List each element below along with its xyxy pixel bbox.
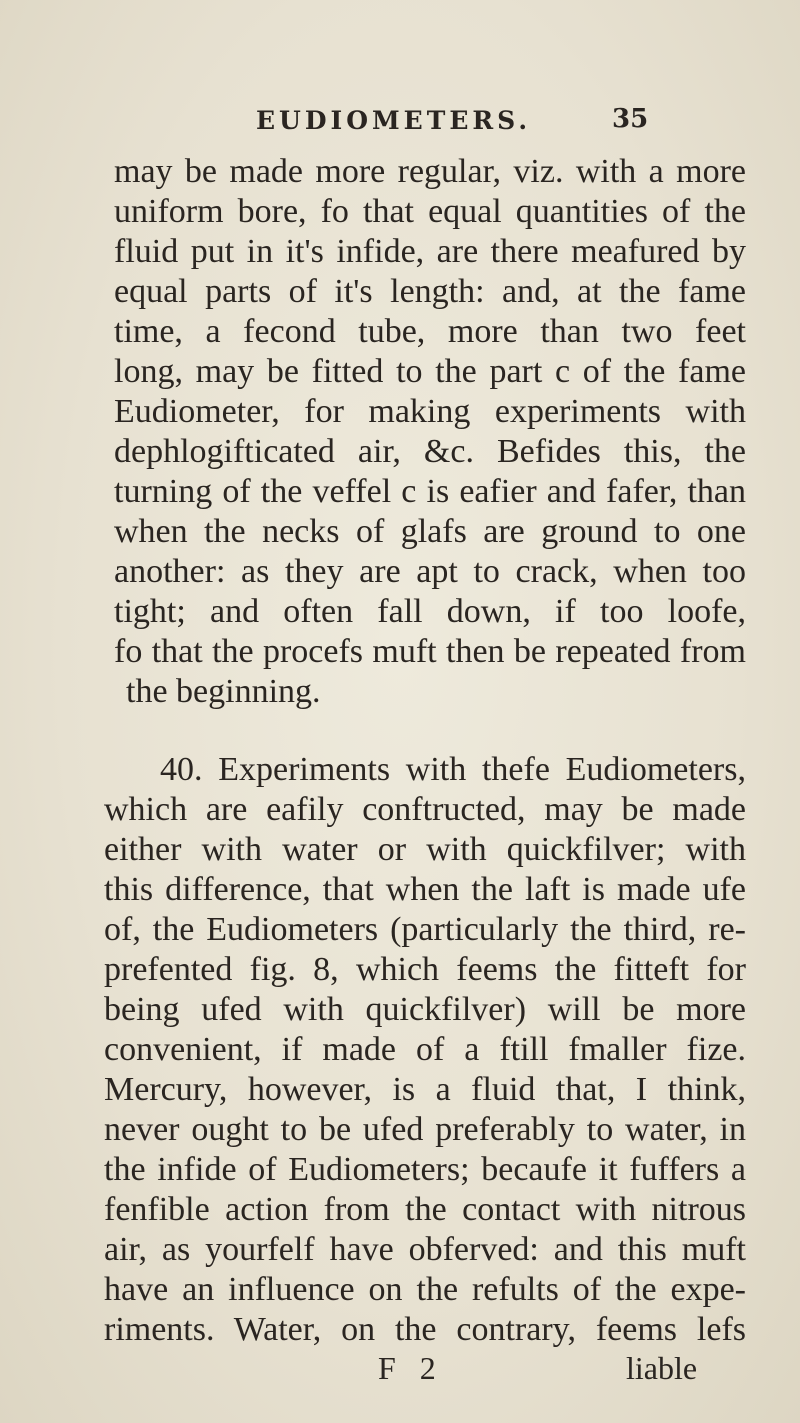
text-line: the beginning. (126, 673, 321, 710)
text-line: never ought to be ufed preferably to water, in (104, 1111, 746, 1148)
text-line: turning of the veffel c is eafier and fafer, than (114, 473, 746, 510)
page-footer (0, 1350, 800, 1390)
text-line: the infide of Eudiometers; becaufe it fuffers a (104, 1151, 746, 1188)
signature-mark: F 2 (378, 1350, 444, 1386)
text-line: another: as they are apt to crack, when too (114, 553, 746, 590)
text-line: long, may be fitted to the part c of the fame (114, 353, 746, 390)
text-line: fenfible action from the contact with nitrous (104, 1191, 746, 1228)
text-line: either with water or with quickfilver; with (104, 831, 746, 868)
running-title: EUDIOMETERS. (256, 106, 532, 135)
text-line: dephlogifticated air, &c. Befides this, the (114, 433, 746, 470)
text-line: tight; and often fall down, if too loofe, (114, 593, 746, 630)
text-line: when the necks of glafs are ground to one (114, 513, 746, 550)
text-line: have an influence on the refults of the expe- (104, 1271, 746, 1308)
text-line: which are eafily conftructed, may be made (104, 791, 746, 828)
text-line: may be made more regular, viz. with a more (114, 153, 746, 190)
running-head (0, 106, 800, 146)
text-line: this difference, that when the laft is made ufe (104, 871, 746, 908)
text-line: Mercury, however, is a fluid that, I think, (104, 1071, 746, 1108)
text-line: uniform bore, fo that equal quantities of the (114, 193, 746, 230)
text-line: 40. Experiments with thefe Eudiometers, (160, 751, 746, 788)
text-line: riments. Water, on the contrary, feems lefs (104, 1311, 746, 1348)
text-line: air, as yourfelf have obferved: and this muft (104, 1231, 746, 1268)
page-number: 35 (612, 104, 649, 134)
text-line: prefented fig. 8, which feems the fitteft for (104, 951, 746, 988)
text-line: convenient, if made of a ftill fmaller fize. (104, 1031, 746, 1068)
text-line: fo that the procefs muft then be repeated from (114, 633, 746, 670)
text-line: of, the Eudiometers (particularly the third, re- (104, 911, 746, 948)
text-line: equal parts of it's length: and, at the fame (114, 273, 746, 310)
catchword: liable (626, 1350, 698, 1386)
text-line: Eudiometer, for making experiments with (114, 393, 746, 430)
text-line: time, a fecond tube, more than two feet (114, 313, 746, 350)
text-line: fluid put in it's infide, are there meafured by (114, 233, 746, 270)
text-line: being ufed with quickfilver) will be more (104, 991, 746, 1028)
